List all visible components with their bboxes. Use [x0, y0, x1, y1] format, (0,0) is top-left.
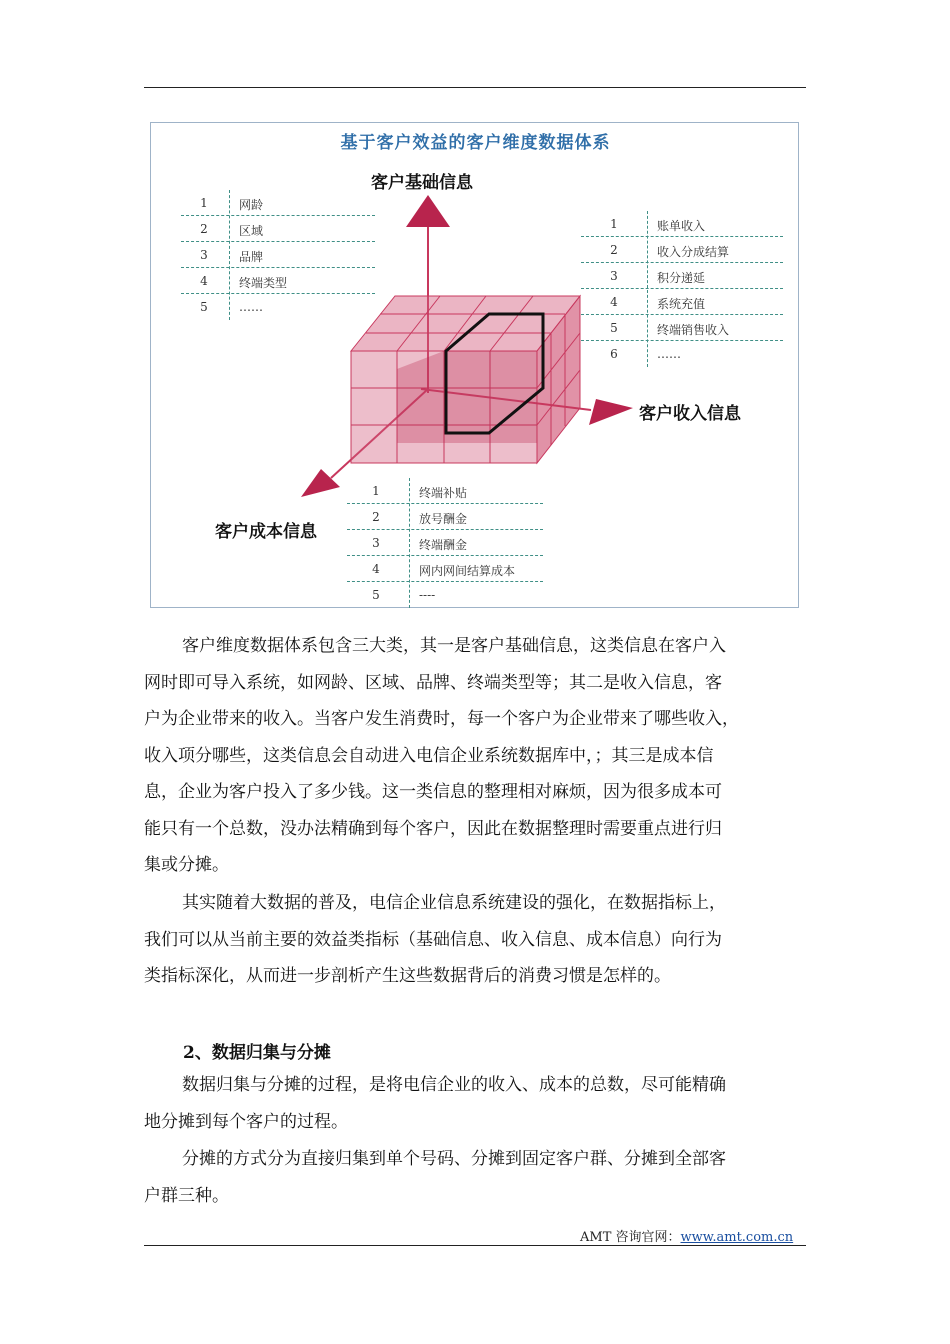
row-text: 积分递延 — [657, 271, 706, 285]
income-info-table — [581, 211, 783, 367]
row-number: 1 — [610, 217, 618, 231]
right-arrow-icon — [589, 399, 633, 425]
table-row — [181, 294, 375, 320]
row-number: 5 — [200, 300, 208, 314]
paragraph-1 — [144, 628, 806, 884]
row-text: 终端补贴 — [419, 486, 468, 500]
text-line: 其实随着大数据的普及，电信企业信息系统建设的强化，在数据指标上， — [182, 893, 726, 913]
row-number: 2 — [610, 243, 618, 257]
row-text: 收入分成结算 — [657, 245, 730, 259]
table-row — [347, 530, 543, 556]
row-number: 5 — [610, 321, 618, 335]
up-arrow-icon — [406, 195, 450, 227]
row-text: 系统充值 — [657, 297, 706, 311]
text-line: 息，企业为客户投入了多少钱。这一类信息的整理相对麻烦，因为很多成本可 — [144, 782, 722, 802]
diagram-title: 基于客户效益的客户维度数据体系 — [340, 133, 611, 153]
text-line: 类指标深化，从而进一步剖析产生这些数据背后的消费习惯是怎样的。 — [144, 966, 671, 986]
row-number: 1 — [200, 196, 208, 210]
row-number: 2 — [200, 222, 208, 236]
text-line: 分摊的方式分为直接归集到单个号码、分摊到固定客户群、分摊到全部客 — [182, 1149, 726, 1169]
text-line: 网时即可导入系统，如网龄、区域、品牌、终端类型等；其二是收入信息，客 — [144, 672, 722, 693]
table-row — [347, 504, 543, 530]
text-line: 户群三种。 — [144, 1185, 229, 1206]
footer-label: AMT 咨询官网： — [580, 1230, 681, 1245]
table-row — [581, 315, 783, 341]
table-row — [581, 263, 783, 289]
paragraph-2 — [144, 885, 806, 995]
table-row — [181, 268, 375, 294]
footer — [580, 1226, 793, 1245]
table-row — [181, 190, 375, 216]
row-number: 2 — [372, 510, 380, 524]
text-line: 能只有一个总数，没办法精确到每个客户，因此在数据整理时需要重点进行归 — [144, 818, 722, 839]
row-number: 3 — [200, 248, 208, 262]
row-text: 区域 — [239, 224, 264, 238]
table-row — [347, 478, 543, 504]
customer-dimension-diagram — [150, 122, 799, 608]
row-number: 5 — [372, 588, 380, 602]
text-line: 我们可以从当前主要的效益类指标（基础信息、收入信息、成本信息）向行为 — [144, 929, 722, 950]
row-text: …… — [657, 347, 681, 361]
cube-grid — [351, 296, 580, 463]
footer-rule — [144, 1245, 806, 1246]
row-number: 4 — [610, 295, 618, 309]
row-text: 终端酬金 — [419, 538, 468, 552]
row-text: 网内网间结算成本 — [419, 564, 516, 578]
paragraph-3 — [144, 1067, 806, 1140]
axis-label-income: 客户收入信息 — [639, 404, 741, 424]
table-row — [347, 582, 543, 608]
text-line: 数据归集与分摊的过程，是将电信企业的收入、成本的总数，尽可能精确 — [182, 1075, 726, 1095]
row-text: 终端类型 — [239, 276, 288, 290]
text-line: 客户维度数据体系包含三大类，其一是客户基础信息，这类信息在客户入 — [182, 636, 726, 656]
row-text: …… — [239, 300, 263, 314]
basic-info-table — [181, 190, 375, 320]
row-number: 4 — [200, 274, 208, 288]
footer-link[interactable]: www.amt.com.cn — [680, 1230, 794, 1245]
text-line: 集或分摊。 — [144, 855, 229, 875]
text-line: 户为企业带来的收入。当客户发生消费时，每一个客户为企业带来了哪些收入， — [144, 709, 739, 729]
axis-label-cost: 客户成本信息 — [215, 522, 317, 542]
paragraph-4 — [144, 1141, 806, 1214]
table-row — [581, 211, 783, 237]
axis-label-basic: 客户基础信息 — [371, 173, 473, 193]
row-number: 6 — [610, 347, 618, 361]
down-left-arrow-icon — [301, 469, 340, 497]
section-heading: 2、数据归集与分摊 — [183, 1043, 331, 1063]
table-row — [181, 242, 375, 268]
row-number: 3 — [372, 536, 380, 550]
table-row — [347, 556, 543, 582]
row-text: 账单收入 — [657, 219, 706, 233]
row-text: 品牌 — [239, 250, 264, 264]
row-number: 3 — [610, 269, 618, 283]
row-number: 4 — [372, 562, 380, 576]
table-row — [581, 341, 783, 367]
table-row — [581, 237, 783, 263]
row-text: 放号酬金 — [419, 512, 468, 526]
row-number: 1 — [372, 484, 380, 498]
table-row — [181, 216, 375, 242]
row-text: 终端销售收入 — [657, 323, 730, 337]
text-line: 地分摊到每个客户的过程。 — [144, 1111, 348, 1132]
row-text: 网龄 — [239, 198, 264, 212]
cost-info-table — [347, 478, 543, 608]
table-row — [581, 289, 783, 315]
text-line: 收入项分哪些，这类信息会自动进入电信企业系统数据库中，；其三是成本信 — [144, 745, 714, 766]
header-rule — [144, 87, 806, 88]
row-text: ---- — [419, 588, 436, 602]
